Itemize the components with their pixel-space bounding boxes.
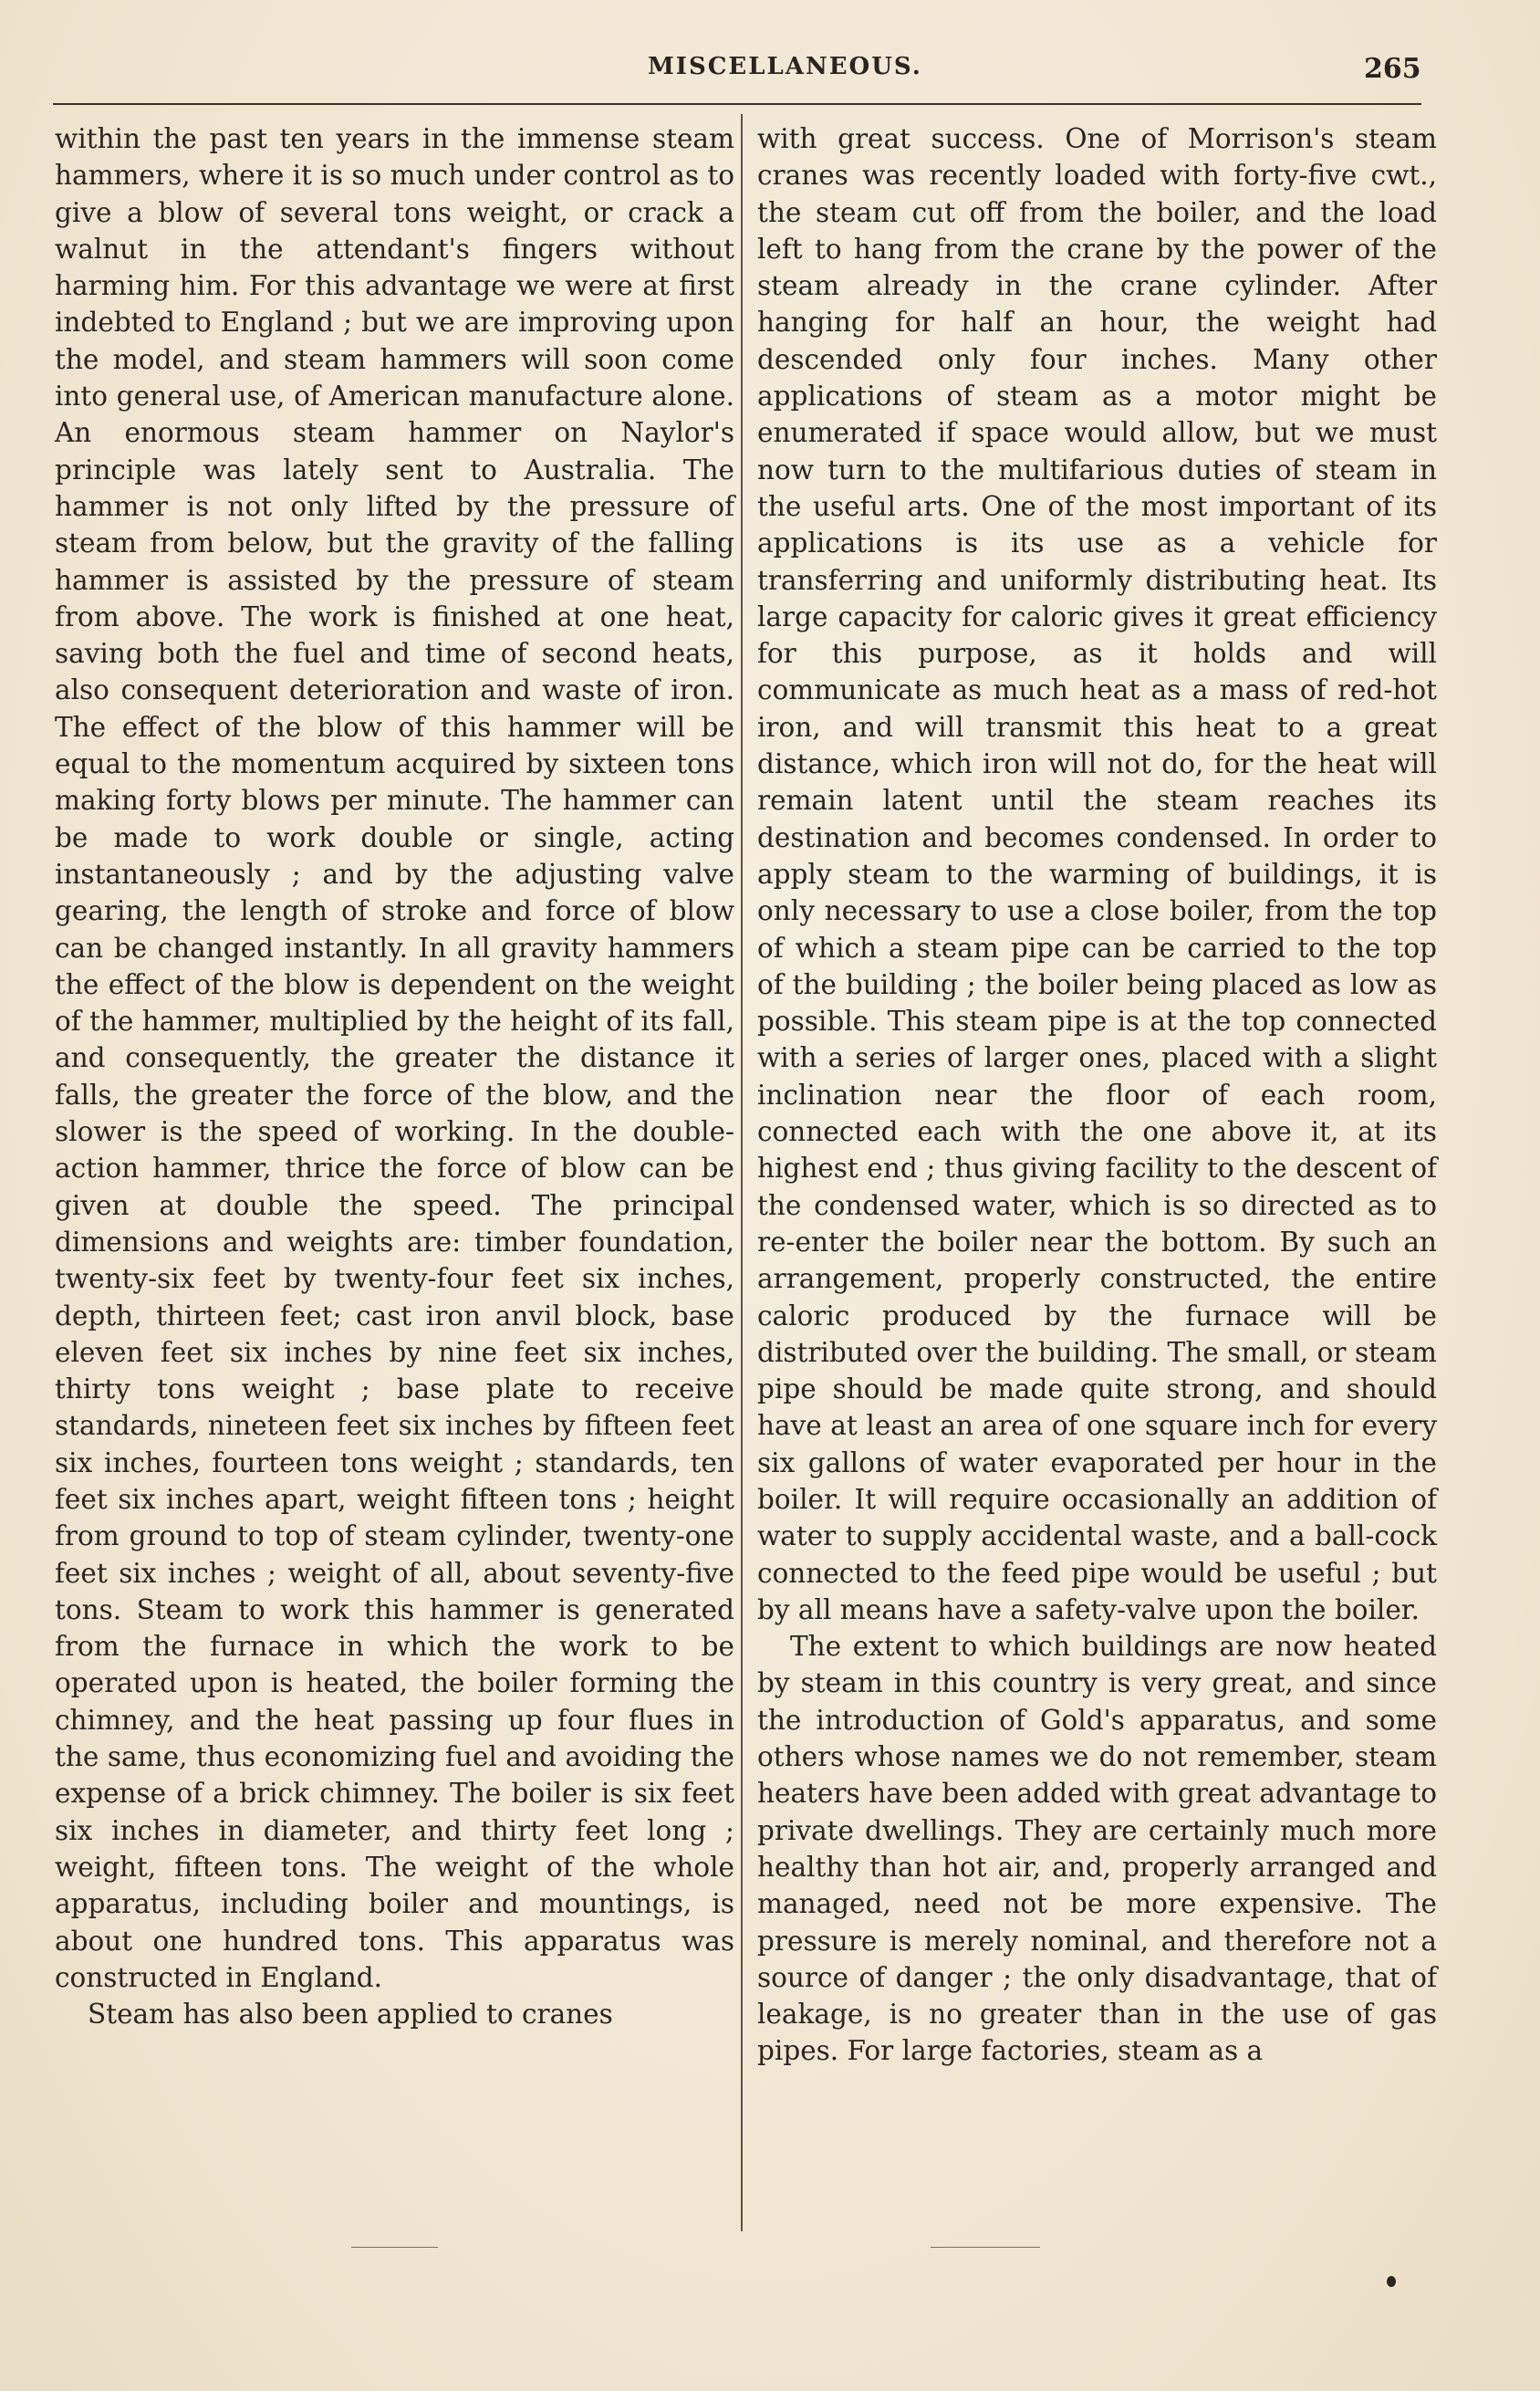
page-number: 265 <box>1364 53 1421 85</box>
right-paragraph-1: with great success. One of Morrison's steam cranes was recently loaded with forty-five cwt., the steam cut off from the boiler, and the load left to hang from the crane by the power of the steam already in the crane cylinder. After hanging for half an hour, the weight had descended only four inches. Many other applications of steam as a motor might be enumerated if space would allow, but we must now turn to the multifarious duties of steam in the useful arts. One of the most important of its applications is its use as a vehicle for transferring and uniformly distributing heat. Its large capacity for caloric gives it great efficiency for this purpose, as it holds and will communicate as much heat as a mass of red-hot iron, and will transmit this heat to a great distance, which iron will not do, for the heat will remain latent until the steam reaches its destination and becomes condensed. In order to apply steam to the warming of buildings, it is only necessary to use a close boiler, from the top of which a steam pipe can be carried to the top of the building ; the boiler being placed as low as possible. This steam pipe is at the top connected with a series of larger ones, placed with a slight inclination near the floor of each room, connected each with the one above it, at its highest end ; thus giving facility to the descent of the condensed water, which is so directed as to re-enter the boiler near the bottom. By such an arrangement, properly constructed, the entire caloric produced by the furnace will be distributed over the building. The small, or steam pipe should be made quite strong, and should have at least an area of one square inch for every six gallons of water evaporated per hour in the boiler. It will require occasionally an addition of water to supply accidental waste, and a ball-cock connected to the feed pipe would be useful ; but by all means have a safety-valve upon the boiler. <box>757 123 1437 1625</box>
right-paragraph-2: The extent to which buildings are now heated by steam in this country is very great, and since the introduction of Gold's apparatus, and some others whose names we do not remember, steam heaters have been added with great advantage to private dwellings. They are certainly much more healthy than hot air, and, properly arranged and managed, need not be more expensive. The pressure is merely nominal, and therefore not a source of danger ; the only disadvantage, that of leakage, is no greater than in the use of gas pipes. For large factories, steam as a <box>757 1631 1437 2067</box>
running-head <box>0 53 1540 89</box>
column-divider <box>741 114 743 2231</box>
right-tail-rule <box>931 2247 1040 2248</box>
ink-spot <box>1387 2276 1396 2287</box>
running-title: MISCELLANEOUS. <box>648 53 922 80</box>
left-column <box>55 120 734 2032</box>
right-column <box>757 120 1437 2070</box>
left-paragraph-1: within the past ten years in the immense steam hammers, where it is so much under control as to give a blow of several tons weight, or crack a walnut in the attendant's fingers without harming him. For this advantage we were at first indebted to England ; but we are improving upon the model, and steam hammers will soon come into general use, of American manufacture alone. An enormous steam hammer on Naylor's principle was lately sent to Australia. The hammer is not only lifted by the pressure of steam from below, but the gravity of the falling hammer is assisted by the pressure of steam from above. The work is finished at one heat, saving both the fuel and time of second heats, also consequent deterioration and waste of iron. The effect of the blow of this hammer will be equal to the momentum acquired by sixteen tons making forty blows per minute. The hammer can be made to work double or single, acting instantaneously ; and by the adjusting valve gearing, the length of stroke and force of blow can be changed instantly. In all gravity hammers the effect of the blow is dependent on the weight of the hammer, multiplied by the height of its fall, and consequently, the greater the distance it falls, the greater the force of the blow, and the slower is the speed of working. In the double-action hammer, thrice the force of blow can be given at double the speed. The principal dimensions and weights are: timber foundation, twenty-six feet by twenty-four feet six inches, depth, thirteen feet; cast iron anvil block, base eleven feet six inches by nine feet six inches, thirty tons weight ; base plate to receive standards, nineteen feet six inches by fifteen feet six inches, fourteen tons weight ; standards, ten feet six inches apart, weight fifteen tons ; height from ground to top of steam cylinder, twenty-one feet six inches ; weight of all, about seventy-five tons. Steam to work this hammer is generated from the furnace in which the work to be operated upon is heated, the boiler forming the chimney, and the heat passing up four flues in the same, thus economizing fuel and avoiding the expense of a brick chimney. The boiler is six feet six inches in diameter, and thirty feet long ; weight, fifteen tons. The weight of the whole apparatus, including boiler and mountings, is about one hundred tons. This apparatus was constructed in England. <box>55 123 734 1993</box>
header-rule <box>53 103 1421 105</box>
left-tail-rule <box>351 2247 438 2248</box>
left-paragraph-2: Steam has also been applied to cranes <box>88 1999 613 2031</box>
